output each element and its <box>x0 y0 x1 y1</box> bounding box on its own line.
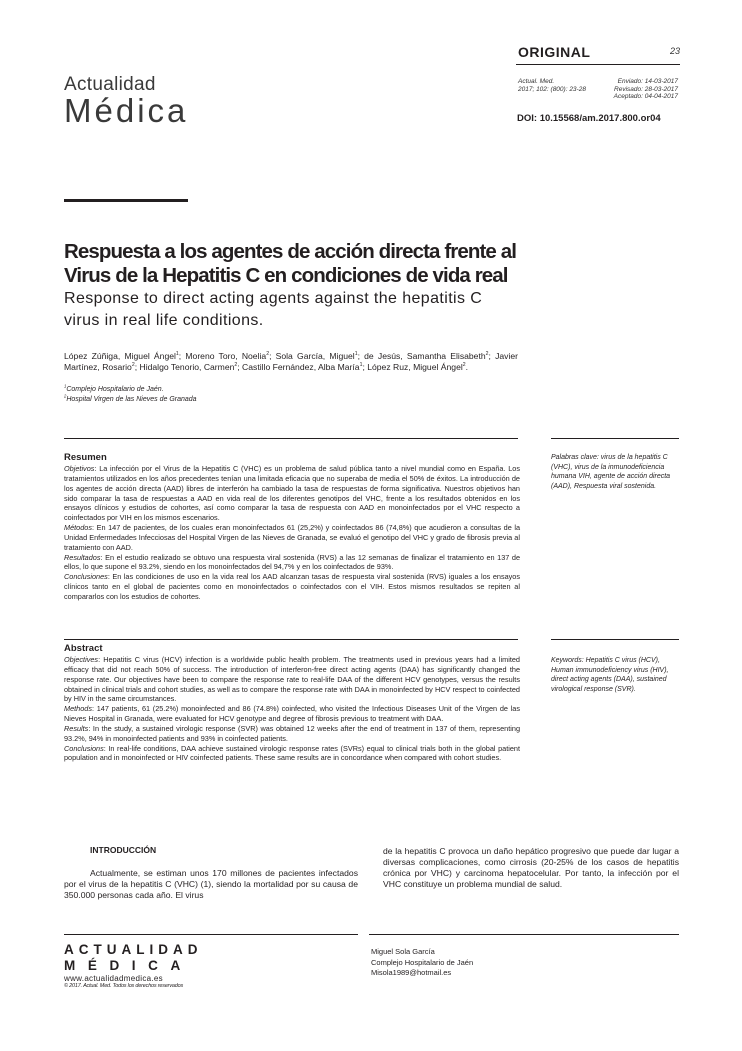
author-name: Sola García, Miguel <box>275 351 355 361</box>
title-en-line2: virus in real life conditions. <box>64 312 264 329</box>
revised-date: Revisado: 28-03-2017 <box>614 85 678 93</box>
section-label: ORIGINAL <box>518 44 591 60</box>
affiliations <box>64 385 518 404</box>
header-rule <box>516 64 680 65</box>
author-name: Hidalgo Tenorio, Carmen <box>139 362 235 372</box>
author-affiliation-mark: 2 <box>485 351 489 358</box>
author-affiliation-mark: 1 <box>354 351 358 358</box>
author-name: de Jesús, Samantha Elisabeth <box>364 351 486 361</box>
title-es-line1: Respuesta a los agentes de acción directa frente al <box>64 240 516 263</box>
journal-name-line2: Médica <box>64 92 189 129</box>
citation-line2: 2017; 102: (800): 23-28 <box>518 85 586 93</box>
author-name: Moreno Toro, Noelia <box>185 351 267 361</box>
citation-line1: Actual. Med. <box>518 78 555 85</box>
author-name: López Zúñiga, Miguel Ángel <box>64 351 176 361</box>
palabras-clave: Palabras clave: virus de la hepatitis C (VHC), virus de la inmunodeficiencia humana VIH, agente de acción directa (AAD), Respuesta viral sostenida. <box>551 454 671 490</box>
received-date: Enviado: 14-03-2017 <box>617 78 678 85</box>
accepted-date: Aceptado: 04-04-2017 <box>613 93 678 100</box>
author-list: López Zúñiga, Miguel Ángel$^1$; Moreno Toro, Noelia$^2$; Sola García, Miguel$^1$; de Jesús, Samantha Elisabeth$^2$; Javier Martínez, Rosario$^2$; Hidalgo Tenorio, Carmen$^2$; Castillo Fernández, Alba María$^1$; López Ruz, Miguel Ángel$^2$. <box>64 351 519 372</box>
footer-url[interactable]: www.actualidadmedica.es <box>64 974 163 983</box>
abstract-body: Objectives: Hepatitis C virus (HCV) infection is a worldwide public health problem. The treatments used in previous years had a limited efficacy that did not reach 50% of success. The introduction of interferon-free direct acting agents (DAA) has significantly changed the response rate. Our objectives have been to compare the response rate to real-life DAA of the different HCV genotypes, versus the results obtained in clinical trials and cohort studies, as well as to compare the response rate with DAA in monoinfected by HCV respect to coinfected by HIV in the same circumstances. Methods: 147 patients, 61 (25.2%) monoinfected and 86 (74.8%) coinfected, who visited the Infectious Diseases Unit of the Virgen de las Nieves Hospital in Granada, were evaluated for HCV genotype and degree of fibrosis previous to treatment with DAA. Results: In the study, a sustained virologic response (SVR) was obtained 12 weeks after the end of treatment in 137 of them, representing 93.2%, 94% in monoinfected patients and 93% in coinfected patients. Conclusions: In real-life conditions, DAA achieve sustained virologic response rates (SVRs) equal to clinical trials both in the global patient population and in monoinfected or HIV coinfected patients. These same results are in concordance when compared with cohort studies. <box>64 655 520 763</box>
resumen-heading: Resumen <box>64 452 107 463</box>
page-number: 23 <box>670 46 681 56</box>
title-es-line2: Virus de la Hepatitis C en condiciones de vida real <box>64 264 508 287</box>
footer-brand-line1: ACTUALIDAD <box>64 942 203 957</box>
affiliation-2: $^2$Hospital Virgen de las Nieves de Granada <box>64 393 197 403</box>
author-affiliation-mark: 2 <box>234 362 238 369</box>
abstract-rule <box>64 639 518 640</box>
keywords-en-rule <box>551 639 679 640</box>
author-name: Javier Martínez, Rosario <box>64 351 519 372</box>
correspondence <box>371 947 473 979</box>
citation <box>518 78 586 93</box>
dates <box>590 78 678 101</box>
footer-rule-left <box>64 934 358 935</box>
title-en-line1: Response to direct acting agents against the hepatitis C <box>64 290 483 307</box>
corresponding-author: Miguel Sola García <box>371 947 435 956</box>
author-affiliation-mark: 1 <box>175 351 179 358</box>
resumen-body: Objetivos: La infección por el Virus de la Hepatitis C (VHC) es un problema de salud pública tanto a nivel mundial como en España. Los tratamientos utilizados en los años precedentes tenían una limitada eficacia que no superaba de media el 50% de éxitos. La introducción de los agentes de acción directa (AAD) libres de interferón ha cambiado la tasa de respuestas de forma significativa. Nuestros objetivos han sido comparar la tasa de respuestas a AAD en vida real de los diferentes genotipos del VHC, frente a los resultados obtenidos en los ensayos clínicos y estudios de cohortes, así como comparar la tasa de respuesta con AAD en monoinfectados por el VHC respecto a coinfectados por VIH en los mismos escenarios. Métodos: En 147 de pacientes, de los cuales eran monoinfectados 61 (25,2%) y coinfectados 86 (74,8%) que acudieron a consultas de la Unidad Enfermedades Infecciosas del Hospital Virgen de las Nieves de Granada, se evaluó el genotipo del VHC y grado de fibrosis previa al tratamiento con AAD. Resultados: En el estudio realizado se obtuvo una respuesta viral sostenida (RVS) a las 12 semanas de finalizar el tratamiento en 137 de ellos, lo que supone el 93.2%, siendo en los monoinfectados del 94,7% y en los coinfectados de 93%. Conclusiones: En las condiciones de uso en la vida real los AAD alcanzan tasas de respuesta viral sostenida (RVS) iguales a los ensayos clínicos tanto en el global de pacientes como en monoinfectados o coinfectados con el VIH. Estos mismos resultados se repiten al compararlos con los estudios de cohortes. <box>64 464 520 601</box>
corresponding-email[interactable]: Misola1989@hotmail.es <box>371 968 452 977</box>
resumen-rule <box>64 438 518 439</box>
author-affiliation-mark: 2 <box>131 362 135 369</box>
journal-logo <box>64 74 188 130</box>
author-name: López Ruz, Miguel Ángel <box>367 362 463 372</box>
footer-brand <box>64 942 203 989</box>
author-affiliation-mark: 2 <box>462 362 466 369</box>
keywords-es-rule <box>551 438 679 439</box>
author-affiliation-mark: 1 <box>359 362 363 369</box>
introduccion-col1: Actualmente, se estiman unos 170 millones de pacientes infectados por el virus de la hepatitis C (VHC) (1), siendo la mortalidad por su causa de 350.000 personas cada año. El virus <box>64 868 358 900</box>
title-accent-bar <box>64 199 188 202</box>
introduccion-col2: de la hepatitis C provoca un daño hepático progresivo que puede dar lugar a diversas complicaciones, como cirrosis (20-25% de los casos de hepatitis crónica por VHC) y carcinoma hepatocelular. Por tanto, la infección por el VHC constituye un problema mundial de salud. <box>383 846 679 889</box>
footer-brand-line2: MÉDICA <box>64 958 193 973</box>
author-affiliation-mark: 2 <box>266 351 270 358</box>
author-name: Castillo Fernández, Alba María <box>242 362 360 372</box>
affiliation-1: $^1$Complejo Hospitalario de Jaén. <box>64 383 164 393</box>
footer-rule-right <box>369 934 679 935</box>
keywords: Keywords: Hepatitis C virus (HCV), Human immunodeficiency virus (HIV), direct acting agents (DAA), sustained virological response (SVR). <box>551 657 669 693</box>
title-english <box>64 288 534 332</box>
doi[interactable]: DOI: 10.15568/am.2017.800.or04 <box>517 113 661 124</box>
introduccion-heading: INTRODUCCIÓN <box>90 845 157 855</box>
abstract-heading: Abstract <box>64 643 103 654</box>
corresponding-institution: Complejo Hospitalario de Jaén <box>371 957 474 967</box>
journal-name-line1: Actualidad <box>64 74 156 95</box>
title-spanish <box>64 240 534 288</box>
footer-copyright: © 2017. Actual. Med. Todos los derechos reservados <box>64 983 183 989</box>
